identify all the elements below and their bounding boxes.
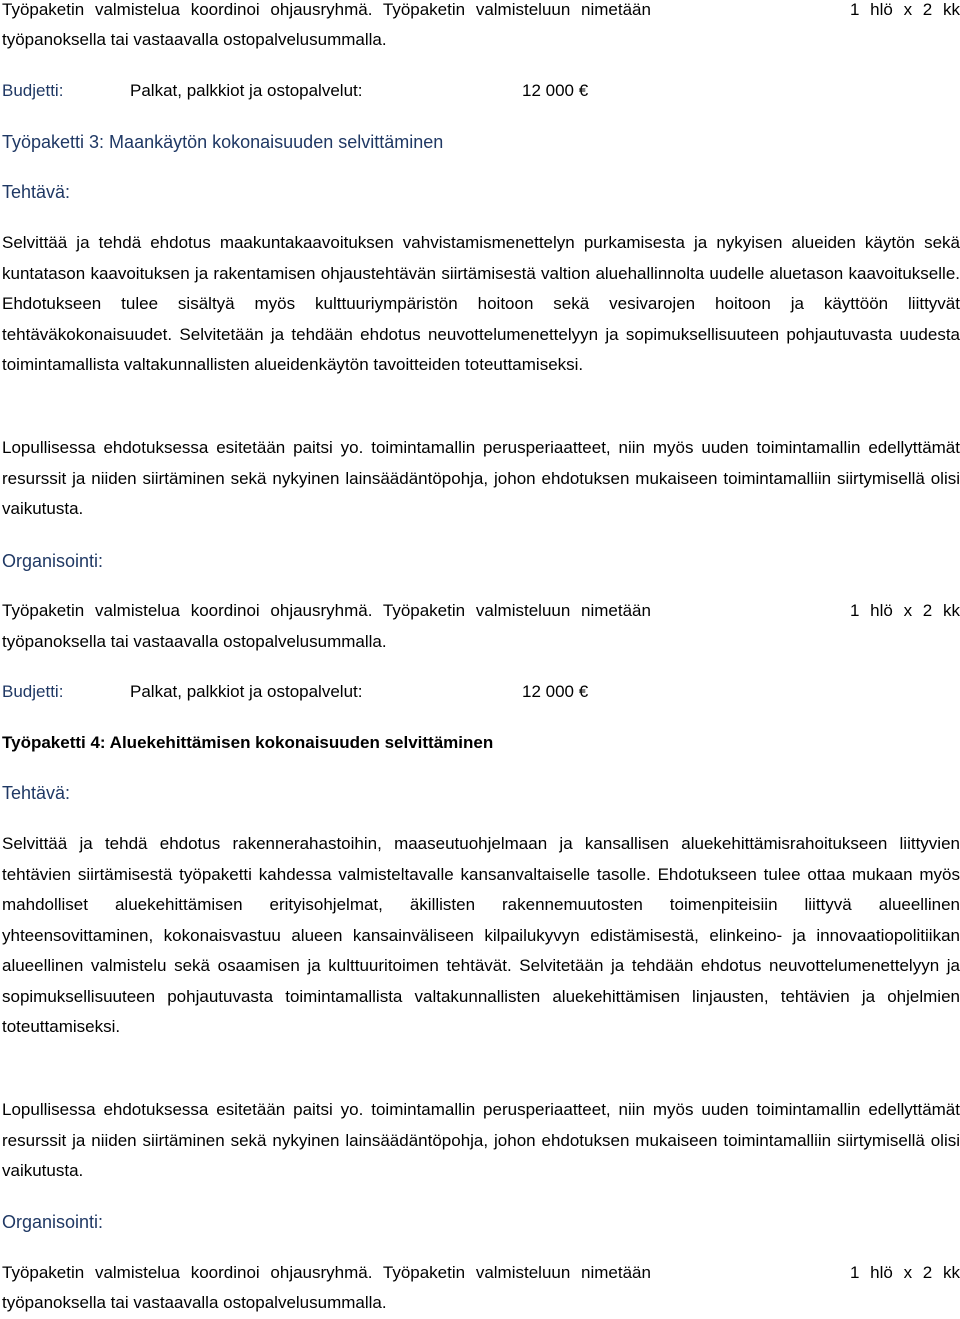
task-label: Tehtävä:: [2, 783, 71, 803]
organisation-label: Organisointi:: [2, 551, 104, 571]
task-paragraph-final-proposal: Lopullisessa ehdotuksessa esitetään paitsi yo. toimintamallin perusperiaatteet, niin myös uuden toimintamallin edellyttämät resurssit ja niiden siirtäminen sekä nykyinen lainsäädäntöpohja, johon ehdotuksen mukaiseen toimintamalliin siirtymisellä olisi vaikutusta.: [2, 438, 960, 518]
organisation-text: Työpaketin valmistelua koordinoi ohjausryhmä. Työpaketin valmisteluun nimetään: [2, 0, 651, 19]
task-paragraph: Selvittää ja tehdä ehdotus rakennerahastoihin, maaseutuohjelmaan ja kansallisen aluekehittämisrahoitukseen liittyvien tehtävien siirtämisestä työpaketti kahdessa valmisteltavalle kansanvaltaiselle tasolle. Ehdotukseen tulee ottaa mukaan myös mahdolliset aluekehittämisen erityisohjelmat, äkillisten rakennemuutosten toimenpiteisiin liittyvä alueellinen yhteensovittaminen, kokonaisvastuu alueen kansainväliseen kilpailukyvyn edistämisestä, elinkeino- ja innovaatiopolitiikan alueellinen valmistelu sekä osaamisen ja kulttuuritoimen tehtävät. Selvitetään ja tehdään ehdotus neuvottelumenettelyyn ja sopimuksellisuuteen pohjautuvasta toimintamallista valtakunnallisten aluekehittämisen linjausten, tehtävien ja ohjelmien toteuttamiseksi.: [2, 834, 960, 1036]
organisation-text-line2: työpanoksella tai vastaavalla ostopalvelusummalla.: [2, 1293, 387, 1312]
task-paragraph: Selvittää ja tehdä ehdotus maakuntakaavoituksen vahvistamismenettelyn purkamisesta ja nykyisen alueiden käytön sekä kuntatason kaavoituksen ja rakentamisen ohjaustehtävän siirtämisestä valtion aluehallinnolta uudelle aluetason kaavoitukselle. Ehdotukseen tulee sisältyä myös kulttuuriympäristön hoitoon sekä vesivarojen hoitoon ja käyttöön liittyvät tehtäväkokonaisuudet. Selvitetään ja tehdään ehdotus neuvottelumenettelyyn ja sopimuksellisuuteen pohjautuvasta uudesta toimintamallista valtakunnallisten alueidenkäytön tavoitteiden toteuttamiseksi.: [2, 233, 960, 374]
budget-item: Palkat, palkkiot ja ostopalvelut:: [130, 682, 363, 701]
budget-amount: 12 000 €: [522, 81, 589, 100]
budget-row: [2, 76, 960, 106]
budget-label: Budjetti:: [2, 81, 64, 100]
work-package-4-title: Työpaketti 4: Aluekehittämisen kokonaisuuden selvittäminen: [2, 733, 494, 752]
organisation-label: Organisointi:: [2, 1212, 104, 1232]
task-paragraph-final-proposal: Lopullisessa ehdotuksessa esitetään paitsi yo. toimintamallin perusperiaatteet, niin myös uuden toimintamallin edellyttämät resurssit ja niiden siirtäminen sekä nykyinen lainsäädäntöpohja, johon ehdotuksen mukaiseen toimintamalliin siirtymisellä olisi vaikutusta.: [2, 1100, 960, 1180]
budget-amount: 12 000 €: [522, 682, 589, 701]
organisation-effort: 1 hlö x 2 kk: [850, 601, 960, 620]
budget-row: [2, 677, 960, 707]
organisation-text-line2: työpanoksella tai vastaavalla ostopalvelusummalla.: [2, 30, 387, 49]
task-label: Tehtävä:: [2, 182, 71, 202]
organisation-text: Työpaketin valmistelua koordinoi ohjausryhmä. Työpaketin valmisteluun nimetään: [2, 601, 651, 620]
budget-label: Budjetti:: [2, 682, 64, 701]
organisation-effort: 1 hlö x 2 kk: [850, 1263, 960, 1282]
budget-item: Palkat, palkkiot ja ostopalvelut:: [130, 81, 363, 100]
work-package-3-title: Työpaketti 3: Maankäytön kokonaisuuden selvittäminen: [2, 132, 444, 152]
organisation-text: Työpaketin valmistelua koordinoi ohjausryhmä. Työpaketin valmisteluun nimetään: [2, 1263, 651, 1282]
organisation-effort: 1 hlö x 2 kk: [850, 0, 960, 19]
organisation-text-line2: työpanoksella tai vastaavalla ostopalvelusummalla.: [2, 632, 387, 651]
